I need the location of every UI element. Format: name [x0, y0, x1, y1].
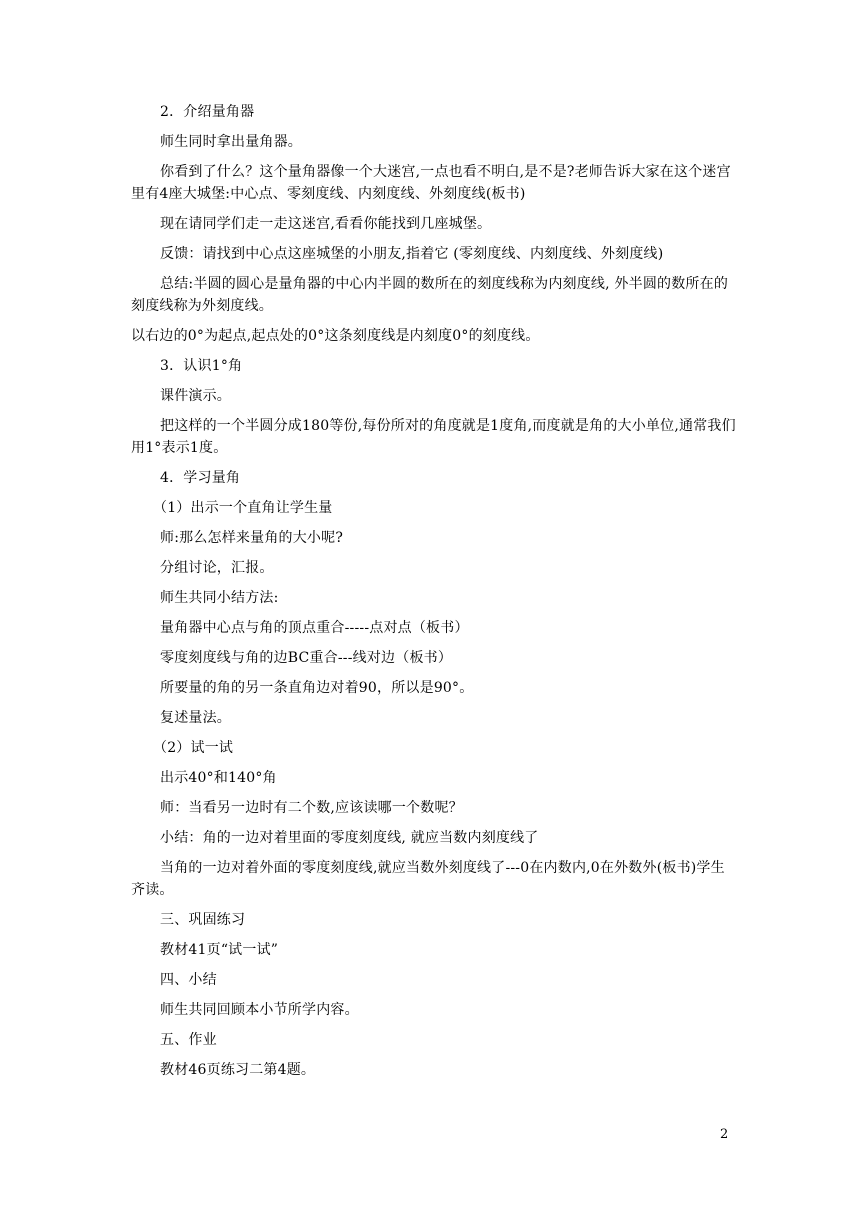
section-heading-summary: 四、小结: [160, 972, 217, 988]
paragraph: 复述量法。: [160, 710, 231, 726]
paragraph: 教材41页“试一试”: [160, 942, 279, 958]
paragraph: 分组讨论，汇报。: [160, 560, 274, 576]
section-heading-introduce-protractor: 2．介绍量角器: [160, 104, 255, 120]
document-body: [131, 101, 737, 1089]
paragraph: 所要量的角的另一条直角边对着90，所以是90°。: [160, 680, 474, 696]
paragraph: 量角器中心点与角的顶点重合-----点对点（板书）: [160, 620, 469, 636]
paragraph: 总结:半圆的圆心是量角器的中心内半圆的数所在的刻度线称为内刻度线, 外半圆的数所在的刻度线称为外刻度线。: [131, 276, 729, 314]
paragraph: 师生同时拿出量角器。: [160, 134, 302, 150]
paragraph: 教材46页练习二第4题。: [160, 1062, 316, 1078]
subheading: （2）试一试: [153, 740, 234, 756]
paragraph: 你看到了什么？这个量角器像一个大迷宫,一点也看不明白,是不是?老师告诉大家在这个迷宫里有4座大城堡:中心点、零刻度线、内刻度线、外刻度线(板书): [131, 164, 731, 202]
paragraph: 小结：角的一边对着里面的零度刻度线, 就应当数内刻度线了: [160, 830, 539, 846]
section-heading-measure-angle: 4．学习量角: [160, 470, 241, 486]
paragraph: 师生共同小结方法:: [160, 590, 279, 606]
paragraph: 零度刻度线与角的边BC重合---线对边（板书）: [160, 650, 453, 666]
section-heading-one-degree: 3．认识1°角: [160, 358, 243, 374]
paragraph: 课件演示。: [160, 388, 231, 404]
paragraph: 师生共同回顾本小节所学内容。: [160, 1002, 359, 1018]
paragraph: 师:那么怎样来量角的大小呢?: [160, 530, 344, 546]
paragraph: 出示40°和140°角: [160, 770, 277, 786]
paragraph: 师：当看另一边时有二个数,应该读哪一个数呢？: [160, 800, 463, 816]
paragraph: 现在请同学们走一走这迷宫,看看你能找到几座城堡。: [160, 216, 492, 232]
page-number: 2: [720, 1127, 729, 1142]
paragraph: 以右边的0°为起点,起点处的0°这条刻度线是内刻度0°的刻度线。: [131, 328, 540, 344]
subheading: （1）出示一个直角让学生量: [153, 500, 333, 516]
section-heading-practice: 三、巩固练习: [160, 912, 246, 928]
section-heading-homework: 五、作业: [160, 1032, 217, 1048]
paragraph: 把这样的一个半圆分成180等份,每份所对的角度就是1度角,而度就是角的大小单位,通常我们用1°表示1度。: [131, 418, 736, 456]
paragraph: 反馈：请找到中心点这座城堡的小朋友,指着它 (零刻度线、内刻度线、外刻度线): [160, 246, 664, 262]
paragraph: 当角的一边对着外面的零度刻度线,就应当数外刻度线了---0在内数内,0在外数外(板书)学生齐读。: [131, 860, 725, 898]
